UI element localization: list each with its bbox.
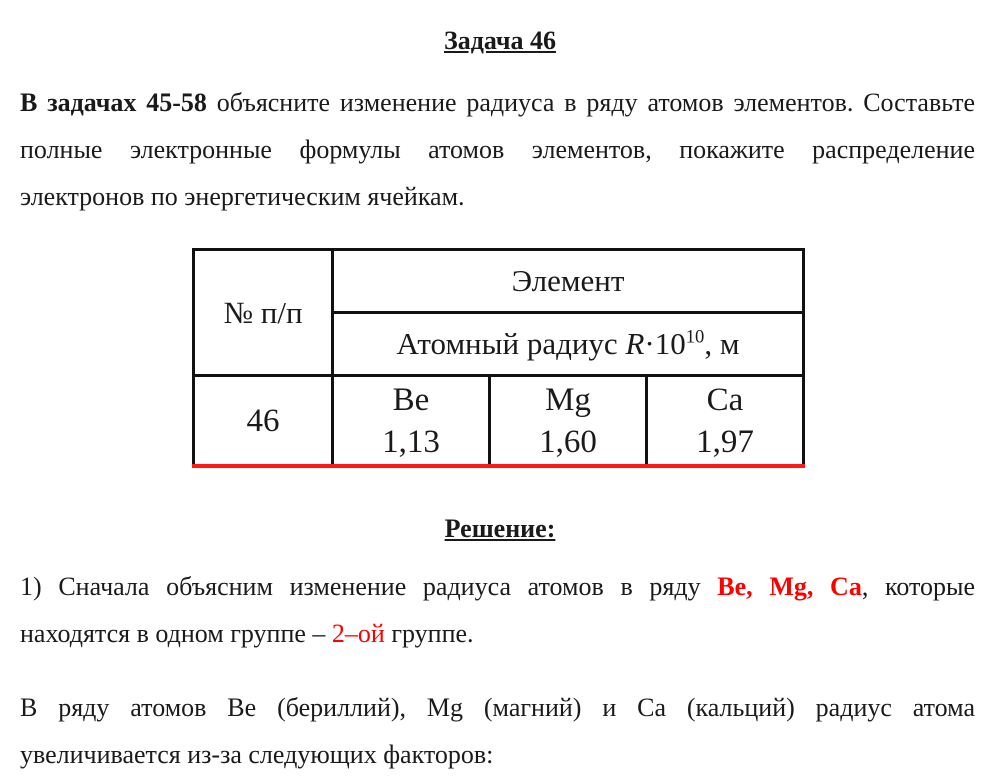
number-header: № п/п xyxy=(194,250,333,376)
task-range: В задачах 45-58 xyxy=(20,88,207,117)
solution-paragraph-2: В ряду атомов Be (бериллий), Mg (магний) и Ca (кальций) радиус атома увеличивается из-за следующих факторов: xyxy=(20,693,975,769)
element-symbol: Mg xyxy=(545,382,591,418)
highlighted-group: 2–ой xyxy=(331,619,385,648)
element-symbol: Be xyxy=(392,382,430,418)
data-table xyxy=(192,248,805,468)
element-radius: 1,13 xyxy=(382,424,440,460)
radius-header: Атомный радиус $R\cdot 10^{10}$, м xyxy=(333,313,804,376)
row-number: 46 xyxy=(194,376,333,467)
element-radius: 1,60 xyxy=(539,424,597,460)
element-header: Элемент xyxy=(333,250,804,313)
task-title: Задача 46 xyxy=(444,26,556,55)
element-cell-ca xyxy=(647,376,804,467)
element-cell-mg xyxy=(490,376,647,467)
element-radius: 1,97 xyxy=(696,424,754,460)
highlighted-elements: Be, Mg, Ca xyxy=(717,572,862,601)
task-text: объясните изменение радиуса в ряду атомов элементов. Составьте полные электронные формулы атомов элементов, покажите распределение электронов по энергетическим ячейкам. xyxy=(20,88,975,211)
table-red-underline xyxy=(192,464,805,468)
element-symbol: Ca xyxy=(706,382,744,418)
solution-title: Решение: xyxy=(444,514,556,543)
solution-paragraph-1: 1) Сначала объясним изменение радиуса атомов в ряду Be, Mg, Ca, которые находятся в одном группе – 2–ой группе. xyxy=(20,572,976,648)
element-cell-be xyxy=(333,376,490,467)
task-statement xyxy=(20,79,975,220)
